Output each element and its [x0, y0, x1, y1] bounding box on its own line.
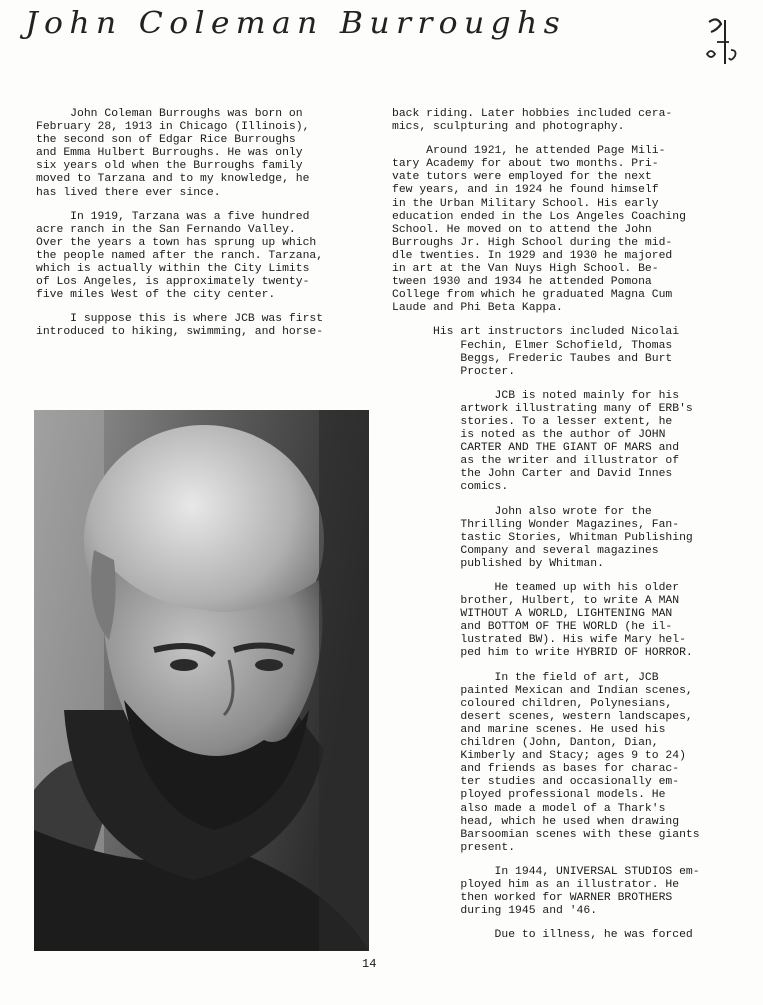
- portrait-photo: [34, 410, 369, 951]
- paragraph: In the field of art, JCB painted Mexican and Indian scenes, coloured children, Polynesians, desert scenes, western landscapes, and marine scenes. He used his children (John, Danton, Dian, Kimberly and Stacy; ages 9 to 24) and friends as bases for charac- ter studies and occasionally em- ployed professional models. He also made a model of a Thark's head, which he used when drawing Barsoomian scenes with these giants present.: [460, 671, 700, 854]
- corner-mark: [703, 16, 739, 66]
- page-number: 14: [362, 957, 377, 971]
- paragraph: Due to illness, he was forced: [392, 929, 693, 942]
- paragraph: I suppose this is where JCB was first introduced to hiking, swimming, and horse-: [36, 313, 324, 339]
- paragraph: JCB is noted mainly for his artwork illustrating many of ERB's stories. To a lesser extent, he is noted as the author of JOHN CARTER AND THE GIANT OF MARS and as the writer and illustrator of the John Carter and David Innes comics.: [460, 389, 693, 494]
- paragraph: John Coleman Burroughs was born on February 28, 1913 in Chicago (Illinois), the second son of Edgar Rice Burroughs and Emma Hulbert Burroughs. He was only six years old when the Burroughs family moved to Tarzana and to my knowledge, he has lived there ever since.: [36, 108, 310, 199]
- paragraph: In 1919, Tarzana was a five hundred acre ranch in the San Fernando Valley. Over the years a town has sprung up which the people named after the ranch. Tarzana, which is actually within the City Limits of Los Angeles, is approximately twenty- five miles West of the city center.: [36, 210, 324, 302]
- paragraph: Around 1921, he attended Page Mili- tary Academy for about two months. Pri- vate tutors were employed for the next few years, and in 1924 he found himself in the Urban Military School. His early education ended in the Los Angeles Coaching School. He moved on to attend the John Burroughs Jr. High School during the mid- dle twenties. In 1929 and 1930 he majored in art at the Van Nuys High School. Be- tween 1930 and 1934 he attended Pomona College from which he graduated Magna Cum Laude and Phi Beta Kappa.: [392, 145, 686, 315]
- right-column: [392, 108, 742, 953]
- paragraph: In 1944, UNIVERSAL STUDIOS em- ployed him as an illustrator. He then worked for WARNER BROTHERS during 1945 and '46.: [460, 865, 700, 918]
- paragraph: John also wrote for the Thrilling Wonder Magazines, Fan- tastic Stories, Whitman Publishing Company and several magazines published by Whitman.: [460, 505, 693, 570]
- author-signature: John Coleman Burroughs: [25, 6, 567, 41]
- paragraph: His art instructors included Nicolai Fechin, Elmer Schofield, Thomas Beggs, Frederic Taubes and Burt Procter.: [433, 326, 680, 378]
- left-column: [36, 108, 366, 351]
- paragraph: He teamed up with his older brother, Hulbert, to write A MAN WITHOUT A WORLD, LIGHTENING MAN and BOTTOM OF THE WORLD (he il- lustrated BW). His wife Mary hel- ped him to write HYBRID OF HORROR.: [460, 582, 693, 660]
- paragraph: back riding. Later hobbies included cera- mics, sculpturing and photography.: [392, 108, 673, 134]
